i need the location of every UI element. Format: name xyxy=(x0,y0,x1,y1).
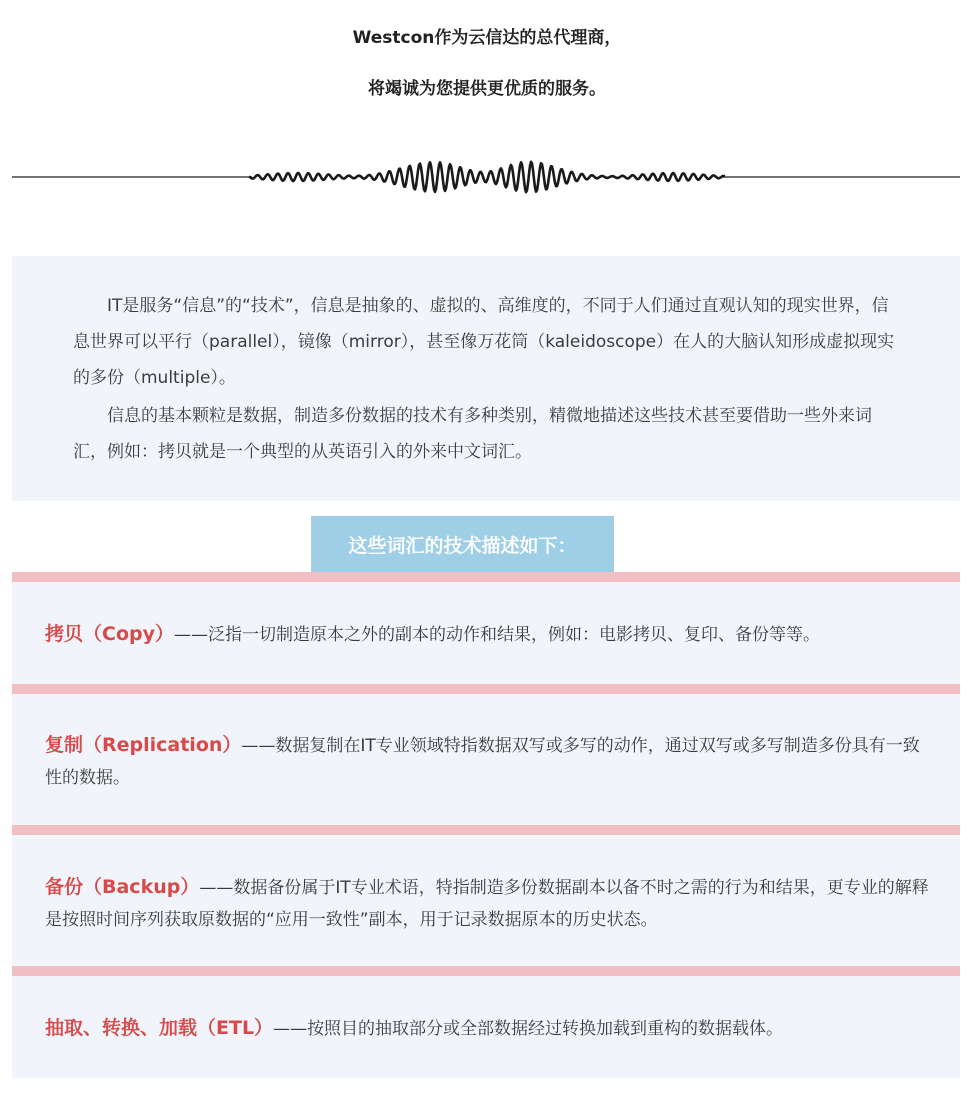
sound-wave-divider xyxy=(12,140,960,210)
term-description: ——数据备份属于IT专业术语，特指制造多份数据副本以备不时之需的行为和结果，更专业的解释是按照时间序列获取原数据的“应用一致性”副本，用于记录数据原本的历史状态。 xyxy=(45,878,929,930)
divider-bar xyxy=(12,572,960,582)
term-description: ——泛指一切制造原本之外的副本的动作和结果，例如：电影拷贝、复印、备份等等。 xyxy=(173,625,820,645)
term-card-backup xyxy=(12,835,960,966)
intro-paragraph-1: IT是服务“信息”的“技术”，信息是抽象的、虚拟的、高维度的，不同于人们通过直观认知的现实世界，信息世界可以平行（parallel），镜像（mirror），甚至像万花筒（kaleidoscope）在人的大脑认知形成虚拟现实的多份（multiple）。 xyxy=(73,296,895,388)
divider-bar xyxy=(12,684,960,694)
divider-bar xyxy=(12,966,960,976)
intro-paragraph-2: 信息的基本颗粒是数据，制造多份数据的技术有多种类别，精微地描述这些技术甚至要借助一些外来词汇，例如：拷贝就是一个典型的从英语引入的外来中文词汇。 xyxy=(73,406,872,462)
term-name: 备份（Backup） xyxy=(45,876,200,898)
divider-bar xyxy=(12,825,960,835)
term-description: ——数据复制在IT专业领域特指数据双写或多写的动作，通过双写或多写制造多份具有一致性的数据。 xyxy=(45,736,920,788)
term-name: 复制（Replication） xyxy=(45,734,242,756)
sound-wave-icon xyxy=(12,140,960,210)
term-name: 抽取、转换、加载（ETL） xyxy=(45,1017,274,1039)
header-line-1: Westcon作为云信达的总代理商， xyxy=(352,28,622,48)
section-title-banner: 这些词汇的技术描述如下： xyxy=(311,516,614,572)
intro-panel xyxy=(12,256,960,501)
term-description: ——按照目的抽取部分或全部数据经过转换加载到重构的数据载体。 xyxy=(273,1019,784,1039)
term-name: 拷贝（Copy） xyxy=(45,623,174,645)
term-card-etl xyxy=(12,976,960,1078)
term-card-replication xyxy=(12,694,960,825)
term-card-copy xyxy=(12,582,960,684)
header-line-2: 将竭诚为您提供更优质的服务。 xyxy=(368,79,606,99)
